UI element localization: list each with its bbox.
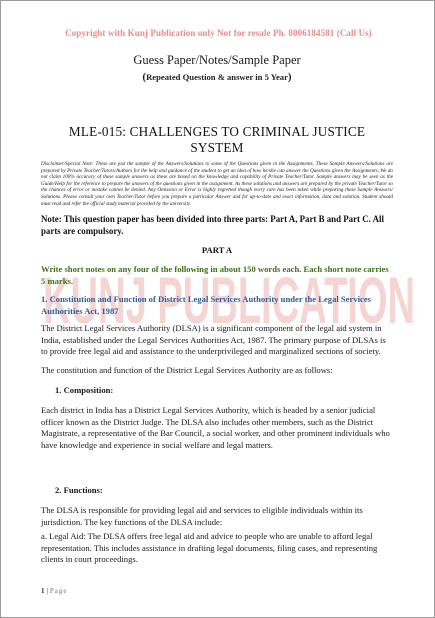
page-label: Page bbox=[49, 587, 68, 595]
exam-note: Note: This question paper has been divided into three parts: Part A, Part B and Part C. All parts are compulsory. bbox=[41, 214, 384, 236]
svg-text:KUNJ PUBLICATION: KUNJ PUBLICATION bbox=[43, 263, 415, 337]
instruction-text: Write short notes on any four of the following in about 150 words each. Each short note carries 5 marks. bbox=[41, 264, 389, 286]
page-footer: 1 | Page bbox=[41, 587, 68, 595]
subheading-functions: 2. Functions: bbox=[55, 485, 103, 495]
part-heading: PART A bbox=[201, 245, 233, 255]
question-heading: 1. Constitution and Function of District Legal Services Authority under the Legal Services Authorities Act, 1987 bbox=[41, 294, 371, 316]
copyright-notice: Copyright with Kunj Publication only Not for resale Ph. 8006184581 (Call Us) bbox=[65, 28, 372, 38]
page-subtitle: (Repeated Question & answer in 5 Year) bbox=[142, 71, 292, 83]
course-title: MLE-015: CHALLENGES TO CRIMINAL JUSTICE SYSTEM bbox=[68, 124, 366, 155]
paragraph-composition: Each district in India has a District Legal Services Authority, which is headed by a senior judicial officer known as the District Judge. The DLSA also includes other members, such as the District Magistrate, a representative of the Bar Council, a social worker, and other prominent individuals who have knowledge and experience in social welfare and legal matters. bbox=[41, 405, 390, 450]
paragraph-functions: The DLSA is responsible for providing legal aid and services to eligible individuals within its jurisdiction. The key functions of the DLSA include: bbox=[41, 505, 363, 527]
disclaimer-text: Disclaimer/Special Note: These are just the sample of the Answers/Solutions to some of the Questions given in the Assignments. These Sample Answers/Solutions are prepared by Private Teacher/Tutors/Authors for the help and guidance of the student to get an idea of how he/she can answer the Questions given the Assignments. We do not claim 100% accuracy of these sample answers as these are based on the knowledge and capability of Private Teacher/Tutor. Sample answers may be seen as the Guide/Help for the reference to prepare the answers of the questions given in the assignment. As these solutions and answers are prepared by the private Teacher/Tutor so the chances of error or mistake cannot be denied. Any Omission or Error is highly regretted though every care has been taken while preparing these Sample Answers/ Solutions. Please consult your own Teacher/Tutor before you prepare a particular Answer and for up-to-date and exact information, data and solution. Student should must read and refer the official study material provided by the university. bbox=[41, 161, 393, 207]
paragraph-legal-aid: a. Legal Aid: The DLSA offers free legal aid and advice to people who are unable to afford legal representation. This includes assistance in drafting legal documents, filing cases, and representing clients in court proceedings. bbox=[41, 531, 378, 565]
subheading-composition: 1. Composition: bbox=[55, 385, 114, 395]
page-title: Guess Paper/Notes/Sample Paper bbox=[133, 53, 301, 67]
paragraph-intro: The District Legal Services Authority (DLSA) is a significant component of the legal aid system in India, established under the Legal Services Authorities Act, 1987. The primary purpose of DLSAs is to provide free legal aid and assistance to the underprivileged and marginalized sections of society. bbox=[41, 323, 386, 357]
paragraph-constitution: The constitution and function of the District Legal Services Authority are as follows: bbox=[41, 365, 333, 375]
page-number: 1 bbox=[41, 587, 45, 595]
